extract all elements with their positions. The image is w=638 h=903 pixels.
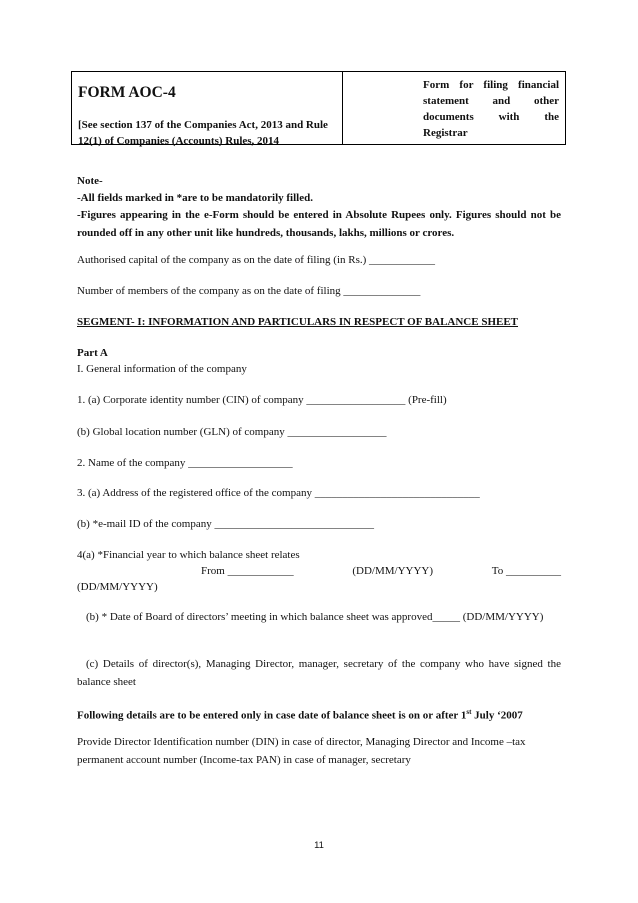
fy-to-field: To __________	[491, 565, 561, 577]
part-a-heading: Part A	[77, 347, 108, 359]
cin-field: 1. (a) Corporate identity number (CIN) of company __________________ (Pre-fill)	[77, 394, 447, 406]
note-line-1: -All fields marked in *are to be mandatorily filled.	[77, 192, 313, 204]
general-information-heading: I. General information of the company	[77, 363, 247, 375]
directors-details: (c) Details of director(s), Managing Director, manager, secretary of the company who have signed the balance sheet	[77, 658, 561, 688]
authorised-capital-field: Authorised capital of the company as on the date of filing (in Rs.) ____________	[77, 254, 436, 266]
form-subtitle: [See section 137 of the Companies Act, 2013 and Rule 12(1) of Companies (Accounts) Rules, 2014	[78, 119, 328, 147]
company-name-field: 2. Name of the company ___________________	[77, 457, 293, 469]
gln-field: (b) Global location number (GLN) of company __________________	[77, 426, 387, 438]
fy-from-format: (DD/MM/YYYY)	[352, 565, 434, 577]
form-description: Form for filing financial statement and other documents with the Registrar	[423, 79, 559, 139]
form-header-box	[71, 71, 566, 145]
following-details-note	[77, 703, 561, 725]
registered-address-field: 3. (a) Address of the registered office of the company ______________________________	[77, 487, 480, 499]
fy-from-field: From ____________	[201, 565, 294, 577]
fy-to-format: (DD/MM/YYYY)	[77, 581, 158, 593]
page-number: 11	[314, 840, 324, 851]
form-header-left	[72, 72, 343, 147]
board-meeting-date-field: (b) * Date of Board of directors’ meeting in which balance sheet was approved_____ (DD/MM/YYYY)	[86, 611, 544, 623]
form-title: FORM AOC-4	[78, 84, 176, 101]
note-line-2: -Figures appearing in the e-Form should be entered in Absolute Rupees only. Figures should not be rounded off in any other unit like hundreds, thousands, lakhs, millions or crores.	[77, 209, 561, 239]
form-header-right	[343, 72, 565, 144]
note-heading: Note-	[77, 175, 103, 187]
following-text: Following details are to be entered only in case date of balance sheet is on or after 1	[77, 709, 467, 722]
members-field: Number of members of the company as on the date of filing ______________	[77, 285, 421, 297]
provide-din-text: Provide Director Identification number (DIN) in case of director, Managing Director and Income –tax permanent account number (Income-tax PAN) in case of manager, secretary	[77, 736, 526, 766]
financial-year-heading: 4(a) *Financial year to which balance sheet relates	[77, 549, 300, 561]
segment-title: SEGMENT- I: INFORMATION AND PARTICULARS IN RESPECT OF BALANCE SHEET	[77, 316, 519, 328]
email-field: (b) *e-mail ID of the company _____________________________	[77, 518, 374, 530]
following-date: July ‘2007	[471, 709, 523, 722]
following-superscript: st	[466, 708, 472, 716]
